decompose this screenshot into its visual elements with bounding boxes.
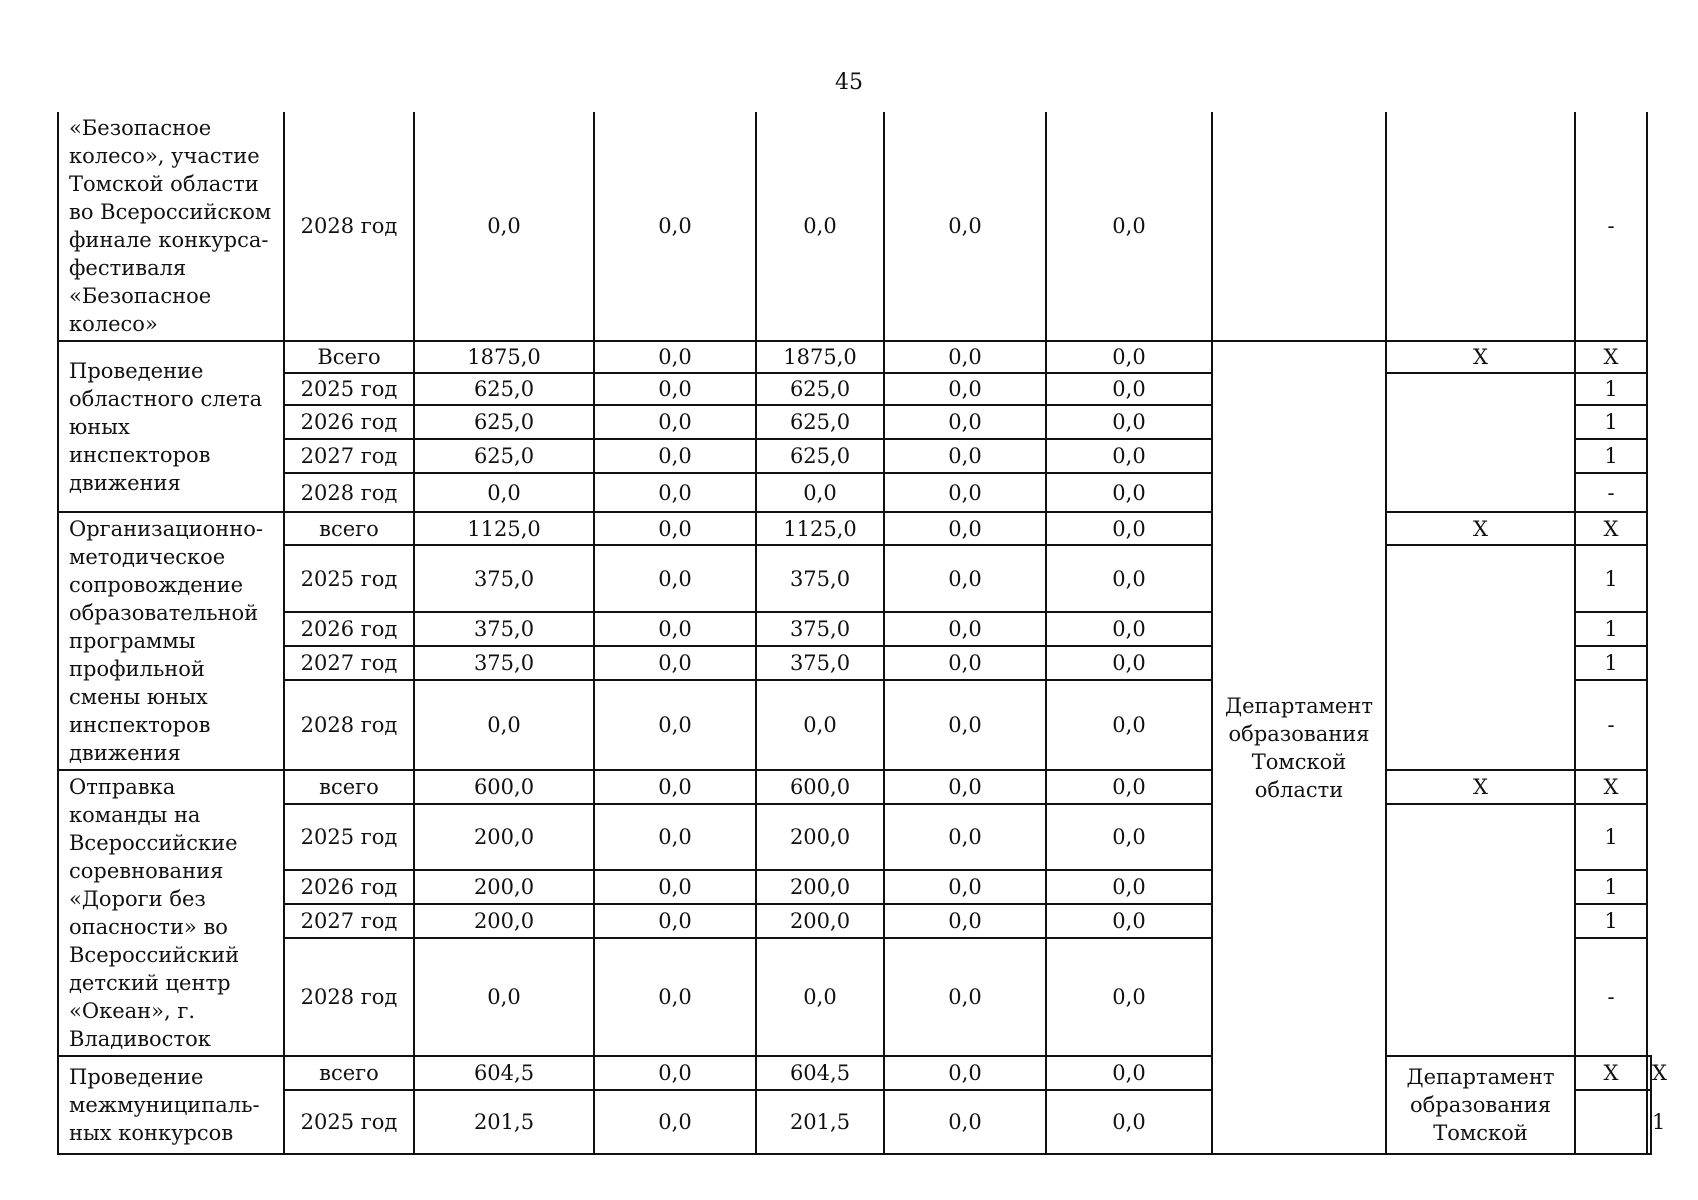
period-cell: 2025 год [284, 373, 414, 405]
value-cell: 0,0 [594, 646, 756, 680]
value-cell: 0,0 [884, 112, 1046, 341]
indicator-cell [1575, 1090, 1647, 1154]
value-cell: 0,0 [594, 439, 756, 473]
value-cell: 0,0 [1046, 373, 1212, 405]
value-cell: 0,0 [414, 112, 594, 341]
value-cell: 0,0 [414, 473, 594, 512]
measure-name: Проведение областного слета юных инспекторов движения [58, 341, 284, 512]
count-cell: 1 [1575, 373, 1647, 405]
count-cell: - [1575, 112, 1647, 341]
value-cell: 0,0 [1046, 870, 1212, 904]
indicator-cell [1386, 112, 1575, 341]
table-row [58, 545, 1651, 612]
measure-name: Отправка команды на Всероссийские соревнования «Дороги без опасности» во Всероссийский детский центр «Океан», г. Владивосток [58, 770, 284, 1056]
table-row [58, 1056, 1651, 1090]
period-cell: 2026 год [284, 612, 414, 646]
value-cell: 0,0 [756, 680, 884, 770]
indicator-cell: X [1575, 1056, 1647, 1090]
value-cell: 201,5 [756, 1090, 884, 1154]
department-cell [1212, 112, 1386, 341]
value-cell: 200,0 [414, 904, 594, 938]
budget-table [57, 112, 1667, 1155]
value-cell: 0,0 [884, 904, 1046, 938]
value-cell: 0,0 [884, 439, 1046, 473]
value-cell: 0,0 [594, 680, 756, 770]
period-cell: 2028 год [284, 680, 414, 770]
department-cell: Департамент образования Томской [1386, 1056, 1575, 1154]
value-cell: 0,0 [884, 341, 1046, 373]
value-cell: 0,0 [1046, 512, 1212, 545]
value-cell: 625,0 [756, 373, 884, 405]
measure-name: «Безопасное колесо», участие Томской области во Всероссийском финале конкурса-фестиваля «Безопасное колесо» [58, 112, 284, 341]
value-cell: 604,5 [414, 1056, 594, 1090]
count-cell: 1 [1575, 545, 1647, 612]
period-cell: всего [284, 1056, 414, 1090]
value-cell: 0,0 [884, 512, 1046, 545]
value-cell: 0,0 [884, 646, 1046, 680]
value-cell: 625,0 [414, 405, 594, 439]
value-cell: 0,0 [884, 373, 1046, 405]
value-cell: 375,0 [756, 646, 884, 680]
page-number: 45 [835, 70, 863, 95]
value-cell: 600,0 [414, 770, 594, 804]
value-cell: 0,0 [414, 680, 594, 770]
count-cell: 1 [1575, 646, 1647, 680]
period-cell: 2025 год [284, 545, 414, 612]
value-cell: 0,0 [884, 405, 1046, 439]
measure-name: Проведение межмуниципаль-ных конкурсов [58, 1056, 284, 1154]
value-cell: 0,0 [1046, 545, 1212, 612]
value-cell: 0,0 [1046, 405, 1212, 439]
period-cell: 2025 год [284, 1090, 414, 1154]
value-cell: 200,0 [414, 870, 594, 904]
value-cell: 1125,0 [414, 512, 594, 545]
table-row [58, 512, 1651, 545]
period-cell: 2027 год [284, 439, 414, 473]
value-cell: 0,0 [1046, 680, 1212, 770]
value-cell: 0,0 [594, 870, 756, 904]
value-cell: 604,5 [756, 1056, 884, 1090]
value-cell: 0,0 [594, 1090, 756, 1154]
indicator-cell [1386, 804, 1575, 1056]
indicator-cell [1386, 373, 1575, 512]
value-cell: 0,0 [594, 373, 756, 405]
value-cell: 0,0 [1046, 770, 1212, 804]
period-cell: Всего [284, 341, 414, 373]
count-cell: 1 [1575, 804, 1647, 870]
period-cell: всего [284, 512, 414, 545]
indicator-cell [1386, 545, 1575, 770]
table-row [58, 804, 1651, 870]
value-cell: 375,0 [756, 612, 884, 646]
value-cell: 0,0 [414, 938, 594, 1056]
value-cell: 0,0 [756, 938, 884, 1056]
value-cell: 0,0 [594, 938, 756, 1056]
value-cell: 0,0 [594, 612, 756, 646]
measure-name: Организационно-методическое сопровождение образовательной программы профильной смены юных инспекторов движения [58, 512, 284, 770]
value-cell: 0,0 [884, 1090, 1046, 1154]
value-cell: 200,0 [756, 904, 884, 938]
table-row [58, 770, 1651, 804]
indicator-cell: X [1386, 770, 1575, 804]
value-cell: 0,0 [594, 405, 756, 439]
count-cell: - [1575, 680, 1647, 770]
value-cell: 625,0 [756, 439, 884, 473]
value-cell: 0,0 [594, 545, 756, 612]
period-cell: всего [284, 770, 414, 804]
value-cell: 0,0 [594, 341, 756, 373]
period-cell: 2027 год [284, 904, 414, 938]
value-cell: 0,0 [1046, 804, 1212, 870]
value-cell: 1875,0 [756, 341, 884, 373]
period-cell: 2028 год [284, 938, 414, 1056]
table-row [58, 341, 1651, 373]
value-cell: 0,0 [594, 112, 756, 341]
indicator-cell: X [1386, 341, 1575, 373]
value-cell: 625,0 [414, 439, 594, 473]
value-cell: 0,0 [594, 804, 756, 870]
value-cell: 0,0 [1046, 473, 1212, 512]
value-cell: 625,0 [414, 373, 594, 405]
count-cell: 1 [1575, 439, 1647, 473]
value-cell: 0,0 [756, 112, 884, 341]
value-cell: 0,0 [594, 770, 756, 804]
value-cell: 0,0 [884, 938, 1046, 1056]
value-cell: 0,0 [884, 770, 1046, 804]
value-cell: 0,0 [1046, 1056, 1212, 1090]
count-cell: - [1575, 938, 1647, 1056]
value-cell: 0,0 [1046, 439, 1212, 473]
value-cell: 0,0 [594, 904, 756, 938]
value-cell: 375,0 [414, 545, 594, 612]
count-cell: X [1575, 341, 1647, 373]
count-cell: 1 [1575, 405, 1647, 439]
count-cell: X [1575, 770, 1647, 804]
table-row [58, 112, 1651, 341]
count-cell: 1 [1575, 904, 1647, 938]
value-cell: 0,0 [1046, 112, 1212, 341]
period-cell: 2027 год [284, 646, 414, 680]
value-cell: 200,0 [756, 804, 884, 870]
value-cell: 0,0 [1046, 646, 1212, 680]
count-cell: - [1575, 473, 1647, 512]
value-cell: 375,0 [756, 545, 884, 612]
department-cell: Департамент образования Томской области [1212, 341, 1386, 1154]
value-cell: 0,0 [1046, 904, 1212, 938]
period-cell: 2025 год [284, 804, 414, 870]
period-cell: 2026 год [284, 870, 414, 904]
value-cell: 1875,0 [414, 341, 594, 373]
value-cell: 375,0 [414, 612, 594, 646]
value-cell: 0,0 [884, 473, 1046, 512]
period-cell: 2028 год [284, 473, 414, 512]
value-cell: 0,0 [884, 804, 1046, 870]
value-cell: 0,0 [1046, 938, 1212, 1056]
value-cell: 1125,0 [756, 512, 884, 545]
value-cell: 0,0 [1046, 341, 1212, 373]
value-cell: 0,0 [884, 1056, 1046, 1090]
period-cell: 2026 год [284, 405, 414, 439]
value-cell: 0,0 [594, 512, 756, 545]
value-cell: 0,0 [884, 612, 1046, 646]
value-cell: 375,0 [414, 646, 594, 680]
count-cell: 1 [1647, 1090, 1651, 1154]
value-cell: 0,0 [884, 680, 1046, 770]
count-cell: X [1647, 1056, 1651, 1090]
value-cell: 0,0 [594, 1056, 756, 1090]
indicator-cell: X [1386, 512, 1575, 545]
count-cell: 1 [1575, 870, 1647, 904]
period-cell: 2028 год [284, 112, 414, 341]
value-cell: 0,0 [756, 473, 884, 512]
value-cell: 200,0 [756, 870, 884, 904]
count-cell: 1 [1575, 612, 1647, 646]
value-cell: 600,0 [756, 770, 884, 804]
value-cell: 0,0 [594, 473, 756, 512]
count-cell: X [1575, 512, 1647, 545]
value-cell: 0,0 [1046, 1090, 1212, 1154]
value-cell: 0,0 [884, 545, 1046, 612]
table-row [58, 373, 1651, 405]
value-cell: 200,0 [414, 804, 594, 870]
value-cell: 625,0 [756, 405, 884, 439]
value-cell: 0,0 [1046, 612, 1212, 646]
value-cell: 0,0 [884, 870, 1046, 904]
value-cell: 201,5 [414, 1090, 594, 1154]
